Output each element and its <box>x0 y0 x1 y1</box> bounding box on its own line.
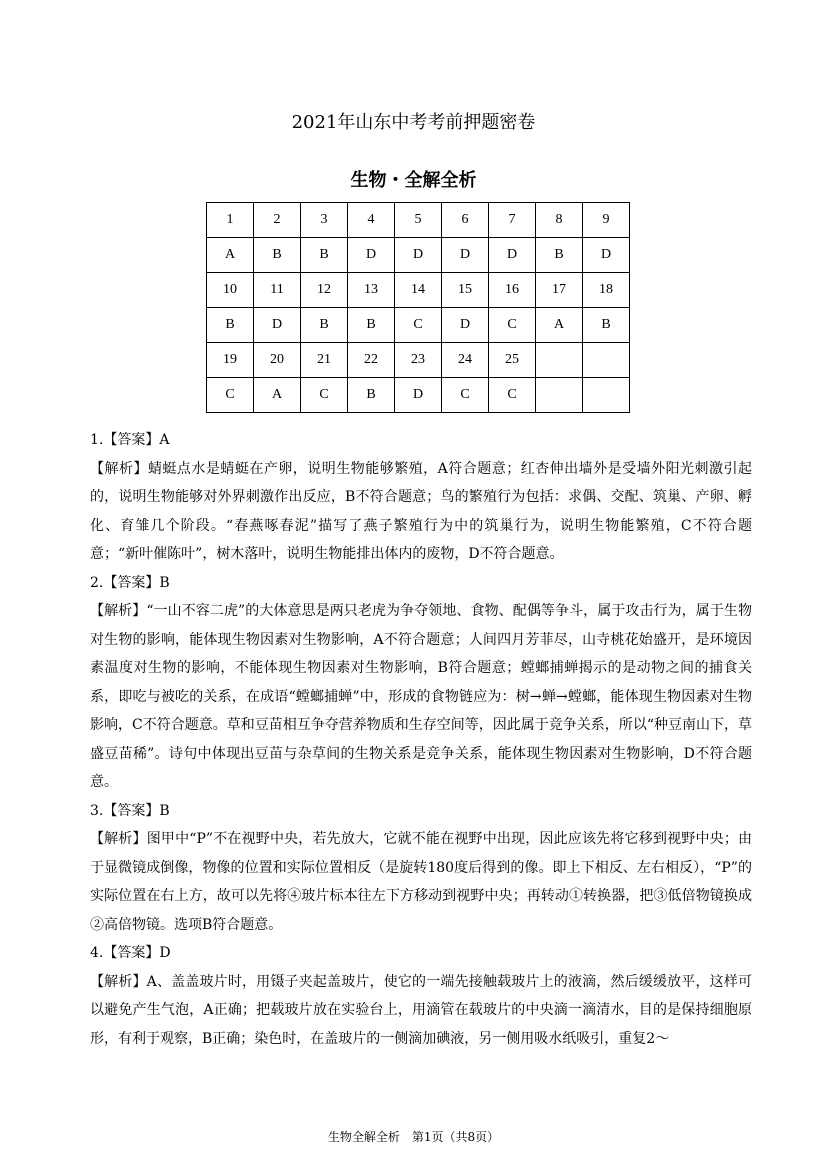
answer-table-cell: D <box>395 378 442 413</box>
answer-table-cell: 10 <box>207 273 254 308</box>
answer-table-cell <box>583 378 630 413</box>
answer-table-cell: A <box>254 378 301 413</box>
answer-table-cell: 14 <box>395 273 442 308</box>
answer-table-cell: B <box>583 308 630 343</box>
answer-table-cell: 2 <box>254 203 301 238</box>
answer-table-cell: 5 <box>395 203 442 238</box>
answer-table-cell: D <box>442 308 489 343</box>
answer-table-cell: B <box>348 308 395 343</box>
answer-table-cell: 22 <box>348 343 395 378</box>
answer-table-cell: 16 <box>489 273 536 308</box>
answer-table-cell: 20 <box>254 343 301 378</box>
answer-table-cell: 25 <box>489 343 536 378</box>
answer-table-cell: C <box>301 378 348 413</box>
answer-table-cell: C <box>489 378 536 413</box>
answer-table-cell: 12 <box>301 273 348 308</box>
q4-answer: 4.【答案】D <box>90 945 171 961</box>
answer-table-cell: D <box>489 238 536 273</box>
answer-table-cell: B <box>348 378 395 413</box>
answer-table-cell: B <box>254 238 301 273</box>
page-title: 2021年山东中考考前押题密卷 <box>291 112 536 133</box>
answer-table-cell: 4 <box>348 203 395 238</box>
answer-table-cell: 11 <box>254 273 301 308</box>
answer-table-cell: 13 <box>348 273 395 308</box>
answer-table-cell: A <box>536 308 583 343</box>
answer-table-cell: 18 <box>583 273 630 308</box>
answer-table-cell: D <box>254 308 301 343</box>
answer-table-row <box>207 343 630 378</box>
q3-answer: 3.【答案】B <box>90 802 170 819</box>
answer-table-cell: D <box>583 238 630 273</box>
answer-table-cell: C <box>489 308 536 343</box>
answer-table-row <box>207 308 630 343</box>
answer-table-cell: 7 <box>489 203 536 238</box>
answer-table-cell: 9 <box>583 203 630 238</box>
answer-explanations <box>90 426 752 1053</box>
answer-table-cell: 8 <box>536 203 583 238</box>
answer-table-cell: 6 <box>442 203 489 238</box>
answer-table-cell: 23 <box>395 343 442 378</box>
answer-table-cell: D <box>348 238 395 273</box>
answer-table-row <box>207 203 630 238</box>
answer-table-cell: D <box>442 238 489 273</box>
answer-table-cell: 3 <box>301 203 348 238</box>
answer-table-cell: D <box>395 238 442 273</box>
answer-table-cell: C <box>207 378 254 413</box>
q1-answer: 1.【答案】A <box>90 432 170 448</box>
answer-table-cell: 19 <box>207 343 254 378</box>
answer-table-cell <box>536 343 583 378</box>
answer-table-cell: 21 <box>301 343 348 378</box>
answer-table <box>206 202 630 413</box>
answer-table-row <box>207 238 630 273</box>
answer-table-cell: B <box>301 308 348 343</box>
answer-table-cell <box>536 378 583 413</box>
answer-table-row <box>207 273 630 308</box>
answer-table-cell <box>583 343 630 378</box>
answer-table-cell: C <box>395 308 442 343</box>
answer-table-cell: C <box>442 378 489 413</box>
page-subtitle: 生物・全解全析 <box>350 170 477 191</box>
q3-analysis: 【解析】图甲中“P”不在视野中央，若先放大，它就不能在视野中出现，因此应该先将它移到视野中央；由于显微镜成倒像，物像的位置和实际位置相反（是旋转180度后得到的像。即上下相反、左右相反），“P”的实际位置在右上方，故可以先将④玻片标本往左下方移动到视野中央；再转动①转换器，把③低倍物镜换成②高倍物镜。选项B符合题意。 <box>90 831 752 933</box>
q2-answer: 2.【答案】B <box>90 574 170 591</box>
answer-table-cell: 24 <box>442 343 489 378</box>
answer-table-cell: B <box>536 238 583 273</box>
answer-table-cell: A <box>207 238 254 273</box>
answer-table-cell: 17 <box>536 273 583 308</box>
q1-analysis: 【解析】蜻蜓点水是蜻蜓在产卵，说明生物能够繁殖，A符合题意；红杏伸出墙外是受墙外阳光刺激引起的，说明生物能够对外界刺激作出反应，B不符合题意；鸟的繁殖行为包括：求偶、交配、筑巢、产卵、孵化、育雏几个阶段。“春燕啄春泥”描写了燕子繁殖行为中的筑巢行为，说明生物能繁殖，C不符合题意；“新叶催陈叶”，树木落叶，说明生物能排出体内的废物，D不符合题意。 <box>90 460 752 562</box>
answer-table-cell: 1 <box>207 203 254 238</box>
answer-table-cell: 15 <box>442 273 489 308</box>
q4-analysis: 【解析】A、盖盖玻片时，用镊子夹起盖玻片，使它的一端先接触载玻片上的液滴，然后缓缓放平，这样可以避免产生气泡，A正确；把载玻片放在实验台上，用滴管在载玻片的中央滴一滴清水，目的是保持细胞原形，有利于观察，B正确；染色时，在盖玻片的一侧滴加碘液，另一侧用吸水纸吸引，重复2～ <box>90 973 752 1047</box>
answer-table-cell: B <box>207 308 254 343</box>
answer-table-row <box>207 378 630 413</box>
answer-table-cell: B <box>301 238 348 273</box>
q2-analysis: 【解析】“一山不容二虎”的大体意思是两只老虎为争夺领地、食物、配偶等争斗，属于攻击行为，属于生物对生物的影响，能体现生物因素对生物影响，A不符合题意；人间四月芳菲尽，山寺桃花始盛开，是环境因素温度对生物的影响，不能体现生物因素对生物影响，B符合题意；螳螂捕蝉揭示的是动物之间的捕食关系，即吃与被吃的关系，在成语“螳螂捕蝉”中，形成的食物链应为：树→蝉→螳螂，能体现生物因素对生物影响，C不符合题意。草和豆苗相互争夺营养物质和生存空间等，因此属于竞争关系，所以“种豆南山下，草盛豆苗稀”。诗句中体现出豆苗与杂草间的生物关系是竞争关系，能体现生物因素对生物影响，D不符合题意。 <box>90 603 752 790</box>
page-footer: 生物全解全析 第1页（共8页） <box>327 1130 500 1144</box>
